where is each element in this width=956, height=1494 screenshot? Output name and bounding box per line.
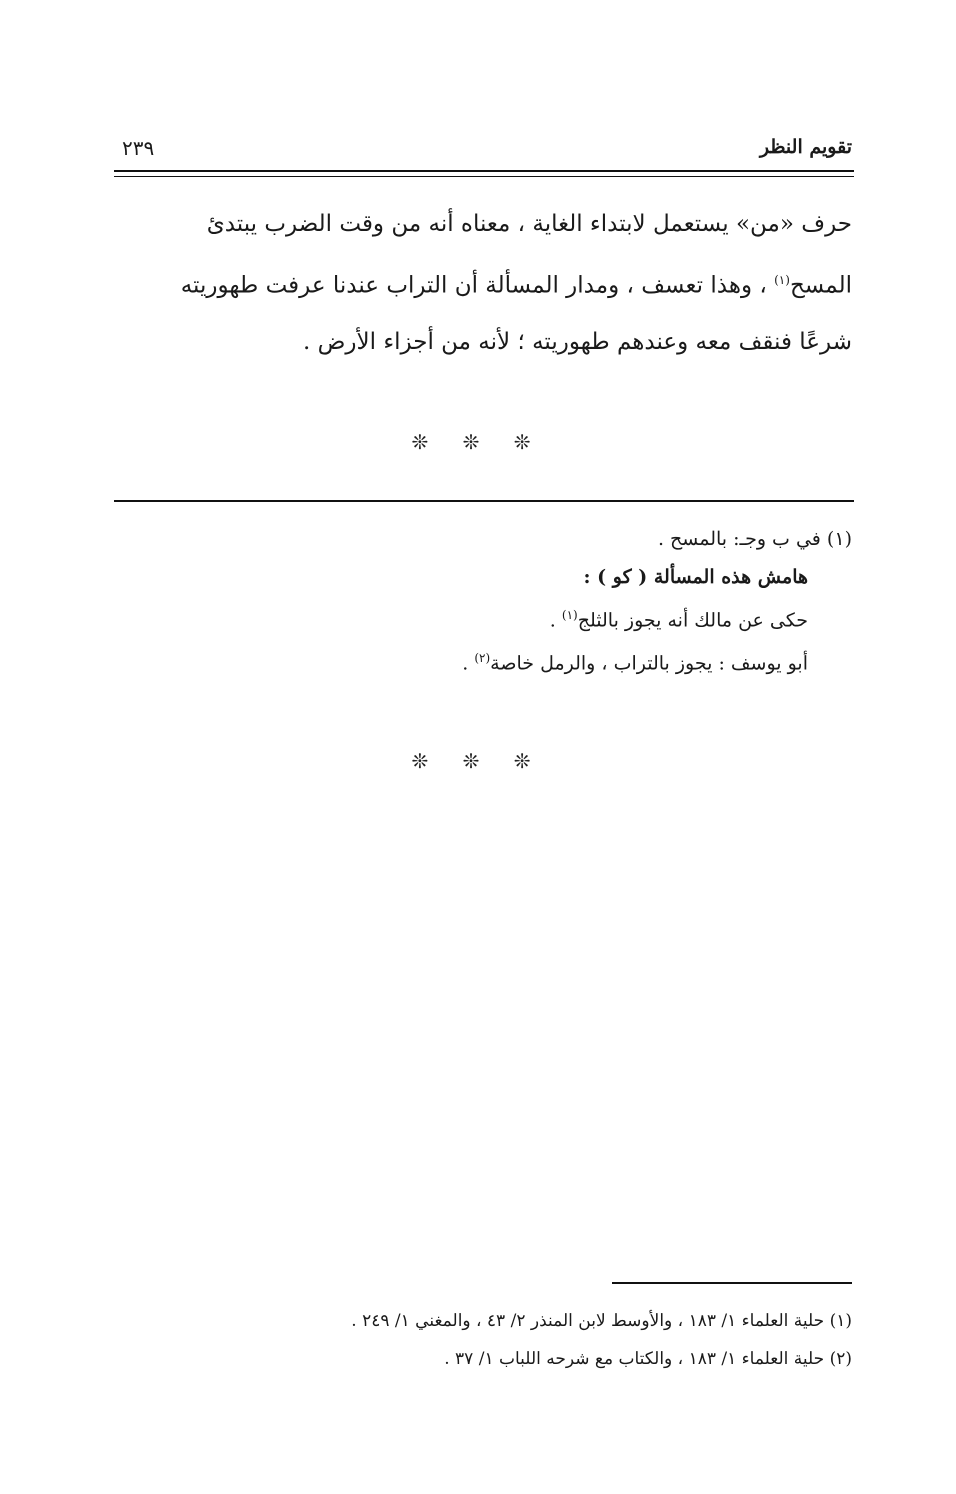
margin-line [114, 639, 852, 682]
main-text-line [114, 252, 852, 314]
section-separator: ❊ ❊ ❊ [411, 430, 545, 454]
main-text-fragment: ، وهذا تعسف ، ومدار المسألة أن التراب عندنا عرفت طهوريته [180, 272, 775, 299]
main-text-fragment: المسح [789, 272, 852, 299]
margin-line [114, 596, 852, 639]
running-title: تقويم النظر [759, 136, 852, 158]
main-text-line: شرعًا فنقف معه وعندهم طهوريته ؛ لأنه من أجزاء الأرض . [302, 328, 852, 355]
header-rule-thin [114, 176, 854, 177]
note-line: (١) في ب وجـ: بالمسح . [657, 528, 852, 550]
footnote-rule [612, 1282, 852, 1284]
footnote: (٢) حلية العلماء ١/ ١٨٣ ، والكتاب مع شرحه اللباب ١/ ٣٧ . [444, 1349, 852, 1369]
margin-text: . [549, 609, 562, 632]
footnote: (١) حلية العلماء ١/ ١٨٣ ، والأوسط لابن المنذر ٢/ ٤٣ ، والمغني ١/ ٢٤٩ . [351, 1311, 852, 1331]
main-text [114, 196, 852, 370]
footnote-marker: (١) [774, 273, 790, 287]
section-separator: ❊ ❊ ❊ [411, 749, 545, 773]
footnotes [114, 1302, 852, 1378]
margin-text: حكى عن مالك أنه يجوز بالثلج [577, 609, 808, 632]
margin-text: أبو يوسف : يجوز بالتراب ، والرمل خاصة [490, 652, 808, 675]
footnote-marker: (٢) [474, 651, 491, 666]
footnote-marker: (١) [561, 608, 578, 622]
margin-text: . [462, 652, 475, 675]
notes-block [114, 520, 852, 683]
header-rule-thick [114, 170, 854, 172]
main-text-line: حرف «من» يستعمل لابتداء الغاية ، معناه أنه من وقت الضرب يبتدئ [206, 211, 852, 237]
notes-divider-rule [114, 500, 854, 502]
page-number: ٢٣٩ [122, 136, 155, 160]
margin-heading: هامش هذه المسألة ( كو ) : [583, 566, 808, 588]
